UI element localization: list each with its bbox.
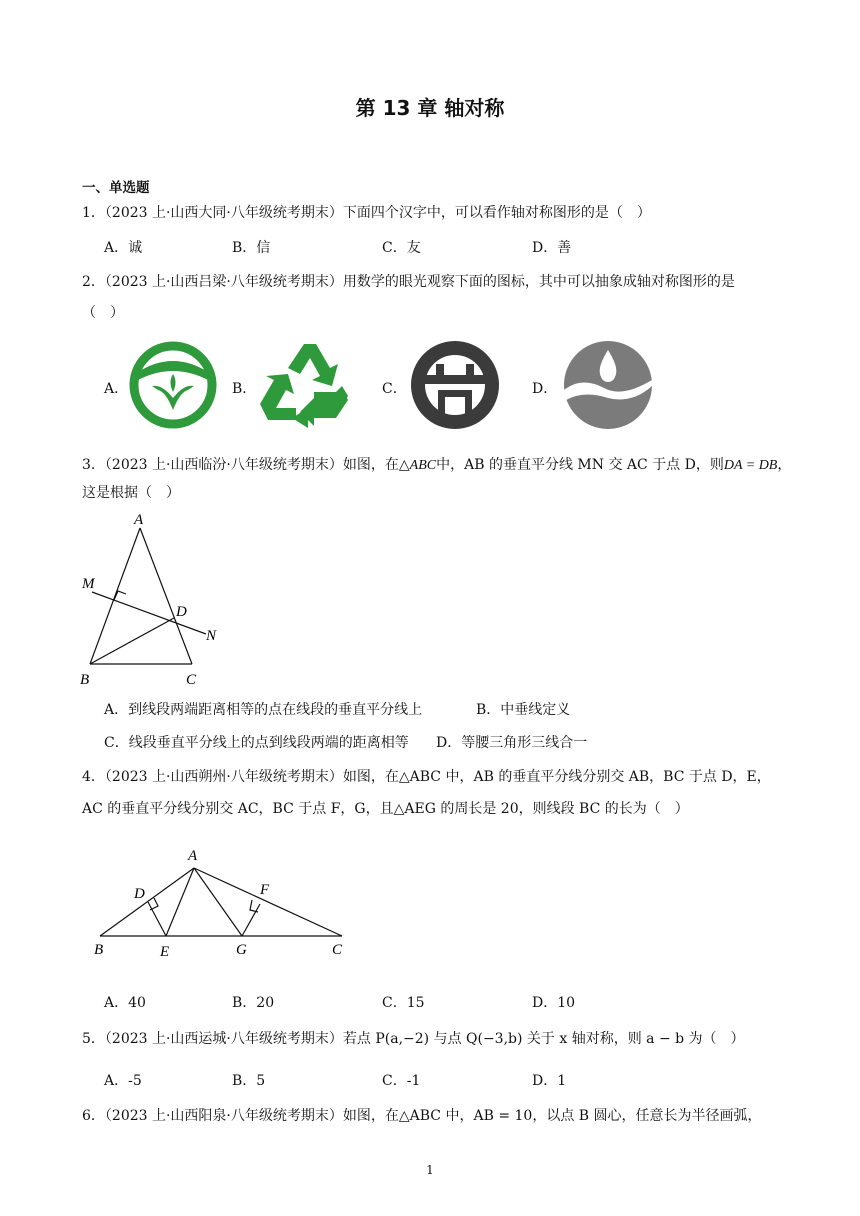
question-1-text: 1．（2023 上·山西大同·八年级统考期末）下面四个汉字中，可以看作轴对称图形的是（ ） [82,205,651,221]
q4-label-e: E [160,944,170,960]
q4-label-g: G [236,942,247,958]
q5-option-d: D．1 [532,1073,567,1089]
q1-option-b: B．信 [232,240,271,256]
q4-label-b: B [94,942,104,958]
recycle-arrows-icon [256,340,352,430]
q3-label-c: C [186,672,197,688]
q4-option-c: C．15 [382,995,425,1011]
section-heading: 一、单选题 [82,180,150,196]
q4-label-a: A [188,848,198,864]
circle-emblem-icon [410,340,500,430]
q4-option-b: B．20 [232,995,275,1011]
q4-triangle-figure [88,840,358,964]
q4-label-f: F [260,882,270,898]
page-number: 1 [426,1163,434,1177]
q4-option-a: A．40 [104,995,146,1011]
q3-triangle-name: △ABC [398,458,437,473]
question-6-text: 6．（2023 上·山西阳泉·八年级统考期末）如图，在△ABC 中，AB = 10，以点 B 圆心，任意长为半径画弧， [82,1108,762,1124]
q3-option-b: B．中垂线定义 [476,702,571,718]
q4-label-d: D [134,886,145,902]
q2-option-b: B． [232,381,257,397]
q3-option-a: A．到线段两端距离相等的点在线段的垂直平分线上 [104,702,423,718]
question-3-line2: 这是根据（ ） [82,485,180,501]
q3-label-n: N [206,628,217,644]
q5-option-a: A．-5 [104,1073,142,1089]
question-5-text: 5．（2023 上·山西运城·八年级统考期末）若点 P(a,−2) 与点 Q(−3,b) 关于 x 轴对称，则 a − b 为（ ） [82,1031,745,1047]
q2-option-d: D． [532,381,558,397]
q3-label-a: A [134,512,144,528]
q4-option-d: D．10 [532,995,576,1011]
q2-option-a: A． [104,381,129,397]
q3-label-m: M [82,576,95,592]
q2-option-c: C． [382,381,407,397]
q5-option-b: B．5 [232,1073,266,1089]
page-title: 第 13 章 轴对称 [355,96,505,120]
water-drop-logo-icon [562,340,654,430]
question-2-line2: （ ） [82,305,124,321]
q3-text-part1: 3．（2023 上·山西临汾·八年级统考期末）如图，在 [82,457,399,473]
q3-text-part3: ， [777,457,792,473]
green-food-logo-icon [128,340,218,430]
question-2-line1: 2．（2023 上·山西吕梁·八年级统考期末）用数学的眼光观察下面的图标，其中可以抽象成轴对称图形的是 [82,274,735,290]
q4-label-c: C [332,942,343,958]
q1-option-a: A．诚 [104,240,143,256]
q3-option-d: D．等腰三角形三线合一 [436,735,588,751]
q3-option-c: C．线段垂直平分线上的点到线段两端的距离相等 [104,735,409,751]
q1-option-d: D．善 [532,240,572,256]
question-4-line2: AC 的垂直平分线分别交 AC，BC 于点 F，G，且△AEG 的周长是 20，则线段 BC 的长为（ ） [82,801,689,817]
q3-triangle-figure [78,508,228,688]
question-3-line1 [82,454,791,477]
q3-equation: DA = DB [723,458,778,473]
q5-option-c: C．-1 [382,1073,421,1089]
q3-label-d: D [176,604,187,620]
q3-label-b: B [80,672,90,688]
q3-text-part2: 中，AB 的垂直平分线 MN 交 AC 于点 D，则 [436,457,724,473]
q1-option-c: C．友 [382,240,421,256]
question-4-line1: 4．（2023 上·山西朔州·八年级统考期末）如图，在△ABC 中，AB 的垂直平分线分别交 AB，BC 于点 D，E， [82,769,771,785]
